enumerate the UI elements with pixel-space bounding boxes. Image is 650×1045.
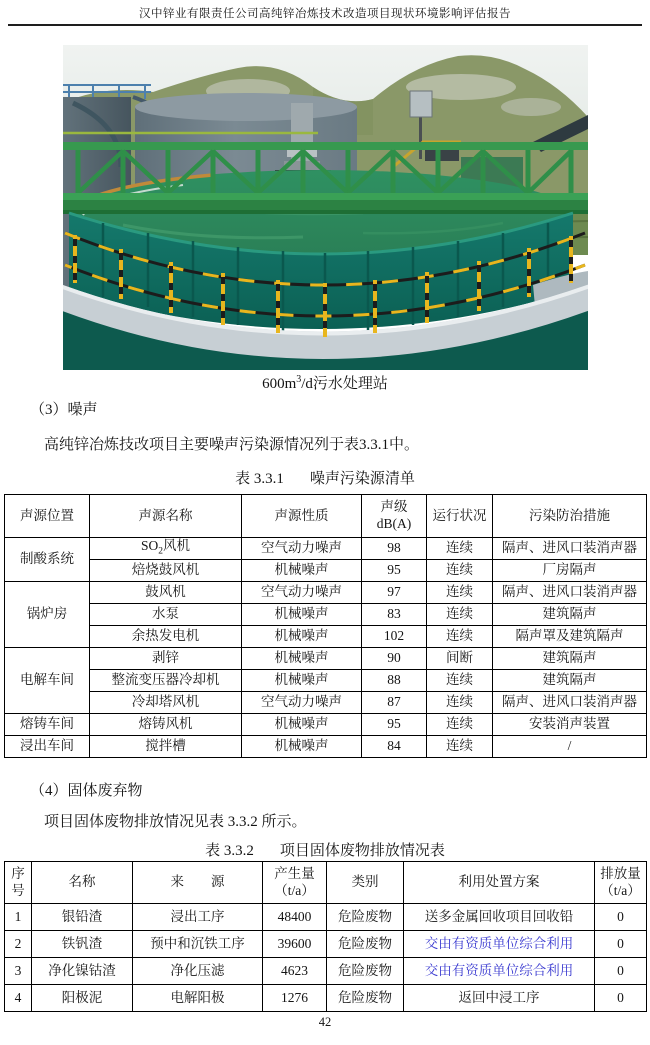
source-name-cell: 余热发电机 [90,626,242,648]
no-cell: 4 [5,985,32,1012]
table-header-row [5,495,647,538]
disposal-cell: 返回中浸工序 [404,985,595,1012]
status-cell: 连续 [427,582,493,604]
no-cell: 1 [5,904,32,931]
amount-cell: 39600 [263,931,327,958]
status-cell: 连续 [427,670,493,692]
discharge-cell: 0 [595,931,647,958]
source-name-cell: 水泵 [90,604,242,626]
discharge-cell: 0 [595,985,647,1012]
status-cell: 连续 [427,714,493,736]
amount-cell: 4623 [263,958,327,985]
level-cell: 87 [362,692,427,714]
source-name-cell: 剥锌 [90,648,242,670]
nature-cell: 机械噪声 [242,714,362,736]
electrical-cabinet [410,91,432,117]
category-cell: 危险废物 [327,958,404,985]
level-cell: 97 [362,582,427,604]
status-cell: 间断 [427,648,493,670]
header-rule [8,24,642,26]
nature-cell: 空气动力噪声 [242,582,362,604]
nature-cell: 机械噪声 [242,560,362,582]
amount-cell: 48400 [263,904,327,931]
nature-cell: 机械噪声 [242,604,362,626]
section-heading-noise: （3）噪声 [30,402,98,418]
source-cell: 净化压滤 [133,958,263,985]
table-row [5,958,647,985]
table-row [5,626,647,648]
col-header-name: 名称 [32,862,133,904]
waste-name-cell: 铁钒渣 [32,931,133,958]
status-cell: 连续 [427,604,493,626]
no-cell: 2 [5,931,32,958]
status-cell: 连续 [427,560,493,582]
location-cell: 浸出车间 [5,736,90,758]
amount-cell: 1276 [263,985,327,1012]
location-cell: 电解车间 [5,648,90,714]
category-cell: 危险废物 [327,904,404,931]
noise-table-title: 表 3.3.1 噪声污染源清单 [235,471,415,487]
disposal-cell: 送多金属回收项目回收铅 [404,904,595,931]
nature-cell: 机械噪声 [242,670,362,692]
measures-cell: 建筑隔声 [493,670,647,692]
measures-cell: 隔声、进风口装消声器 [493,538,647,560]
nature-cell: 空气动力噪声 [242,692,362,714]
col-header-measures: 污染防治措施 [493,495,647,538]
status-cell: 连续 [427,692,493,714]
no-cell: 3 [5,958,32,985]
location-cell: 锅炉房 [5,582,90,648]
col-header-disposal: 利用处置方案 [404,862,595,904]
table-row [5,931,647,958]
source-cell: 预中和沉铁工序 [133,931,263,958]
category-cell: 危险废物 [327,931,404,958]
level-cell: 83 [362,604,427,626]
nature-cell: 空气动力噪声 [242,538,362,560]
level-cell: 84 [362,736,427,758]
table-row [5,560,647,582]
nature-cell: 机械噪声 [242,736,362,758]
table-row [5,604,647,626]
measures-cell: 隔声、进风口装消声器 [493,692,647,714]
photo-graphic [63,45,588,370]
col-header-level: 声级 dB(A) [362,495,427,538]
col-header-nature: 声源性质 [242,495,362,538]
disposal-cell-link: 交由有资质单位综合利用 [404,958,595,985]
source-name-cell: 鼓风机 [90,582,242,604]
level-cell: 88 [362,670,427,692]
table-header-row [5,862,647,904]
measures-cell: 建筑隔声 [493,604,647,626]
page-number: 42 [318,1015,332,1029]
table-row [5,904,647,931]
table-row [5,538,647,560]
source-name-cell: 熔铸风机 [90,714,242,736]
solid-waste-table [4,861,647,1012]
noise-paragraph: 高纯锌冶炼技改项目主要噪声污染源情况列于表3.3.1中。 [44,437,420,453]
status-cell: 连续 [427,736,493,758]
section-heading-solid-waste: （4）固体废弃物 [30,783,143,799]
location-cell: 制酸系统 [5,538,90,582]
measures-cell: 建筑隔声 [493,648,647,670]
table-row [5,985,647,1012]
category-cell: 危险废物 [327,985,404,1012]
col-header-location: 声源位置 [5,495,90,538]
source-cell: 电解阳极 [133,985,263,1012]
measures-cell: 厂房隔声 [493,560,647,582]
table-row [5,582,647,604]
source-name-cell: $SO_2$风机 [90,538,242,560]
noise-source-table [4,494,647,758]
source-cell: 浸出工序 [133,904,263,931]
table-row [5,648,647,670]
source-name-cell: 焙烧鼓风机 [90,560,242,582]
table-row [5,670,647,692]
photo-caption: $600m^3/d$污水处理站 [262,374,388,392]
measures-cell: / [493,736,647,758]
level-cell: 102 [362,626,427,648]
discharge-cell: 0 [595,958,647,985]
nature-cell: 机械噪声 [242,648,362,670]
measures-cell: 隔声、进风口装消声器 [493,582,647,604]
location-cell: 熔铸车间 [5,714,90,736]
waste-name-cell: 阳极泥 [32,985,133,1012]
table-row [5,714,647,736]
solid-waste-paragraph: 项目固体废物排放情况见表 3.3.2 所示。 [44,814,307,830]
level-cell: 95 [362,560,427,582]
discharge-cell: 0 [595,904,647,931]
page-header-title: 汉中锌业有限责任公司高纯锌冶炼技术改造项目现状环境影响评估报告 [139,8,511,20]
level-cell: 90 [362,648,427,670]
col-header-name: 声源名称 [90,495,242,538]
table-row [5,692,647,714]
measures-cell: 隔声罩及建筑隔声 [493,626,647,648]
nature-cell: 机械噪声 [242,626,362,648]
measures-cell: 安装消声装置 [493,714,647,736]
waste-name-cell: 银铅渣 [32,904,133,931]
col-header-amount: 产生量 （t/a） [263,862,327,904]
level-cell: 98 [362,538,427,560]
col-header-discharge: 排放量 （t/a） [595,862,647,904]
waste-table-title: 表 3.3.2 项目固体废物排放情况表 [205,843,445,859]
col-header-category: 类别 [327,862,404,904]
level-cell: 95 [362,714,427,736]
status-cell: 连续 [427,538,493,560]
col-header-no: 序 号 [5,862,32,904]
source-name-cell: 冷却塔风机 [90,692,242,714]
waste-name-cell: 净化镍钴渣 [32,958,133,985]
col-header-source: 来 源 [133,862,263,904]
source-name-cell: 整流变压器冷却机 [90,670,242,692]
status-cell: 连续 [427,626,493,648]
wastewater-plant-photo [63,45,588,370]
caption-superscript: 3 [296,374,302,385]
disposal-cell-link: 交由有资质单位综合利用 [404,931,595,958]
source-name-cell: 搅拌槽 [90,736,242,758]
table-row [5,736,647,758]
col-header-status: 运行状况 [427,495,493,538]
